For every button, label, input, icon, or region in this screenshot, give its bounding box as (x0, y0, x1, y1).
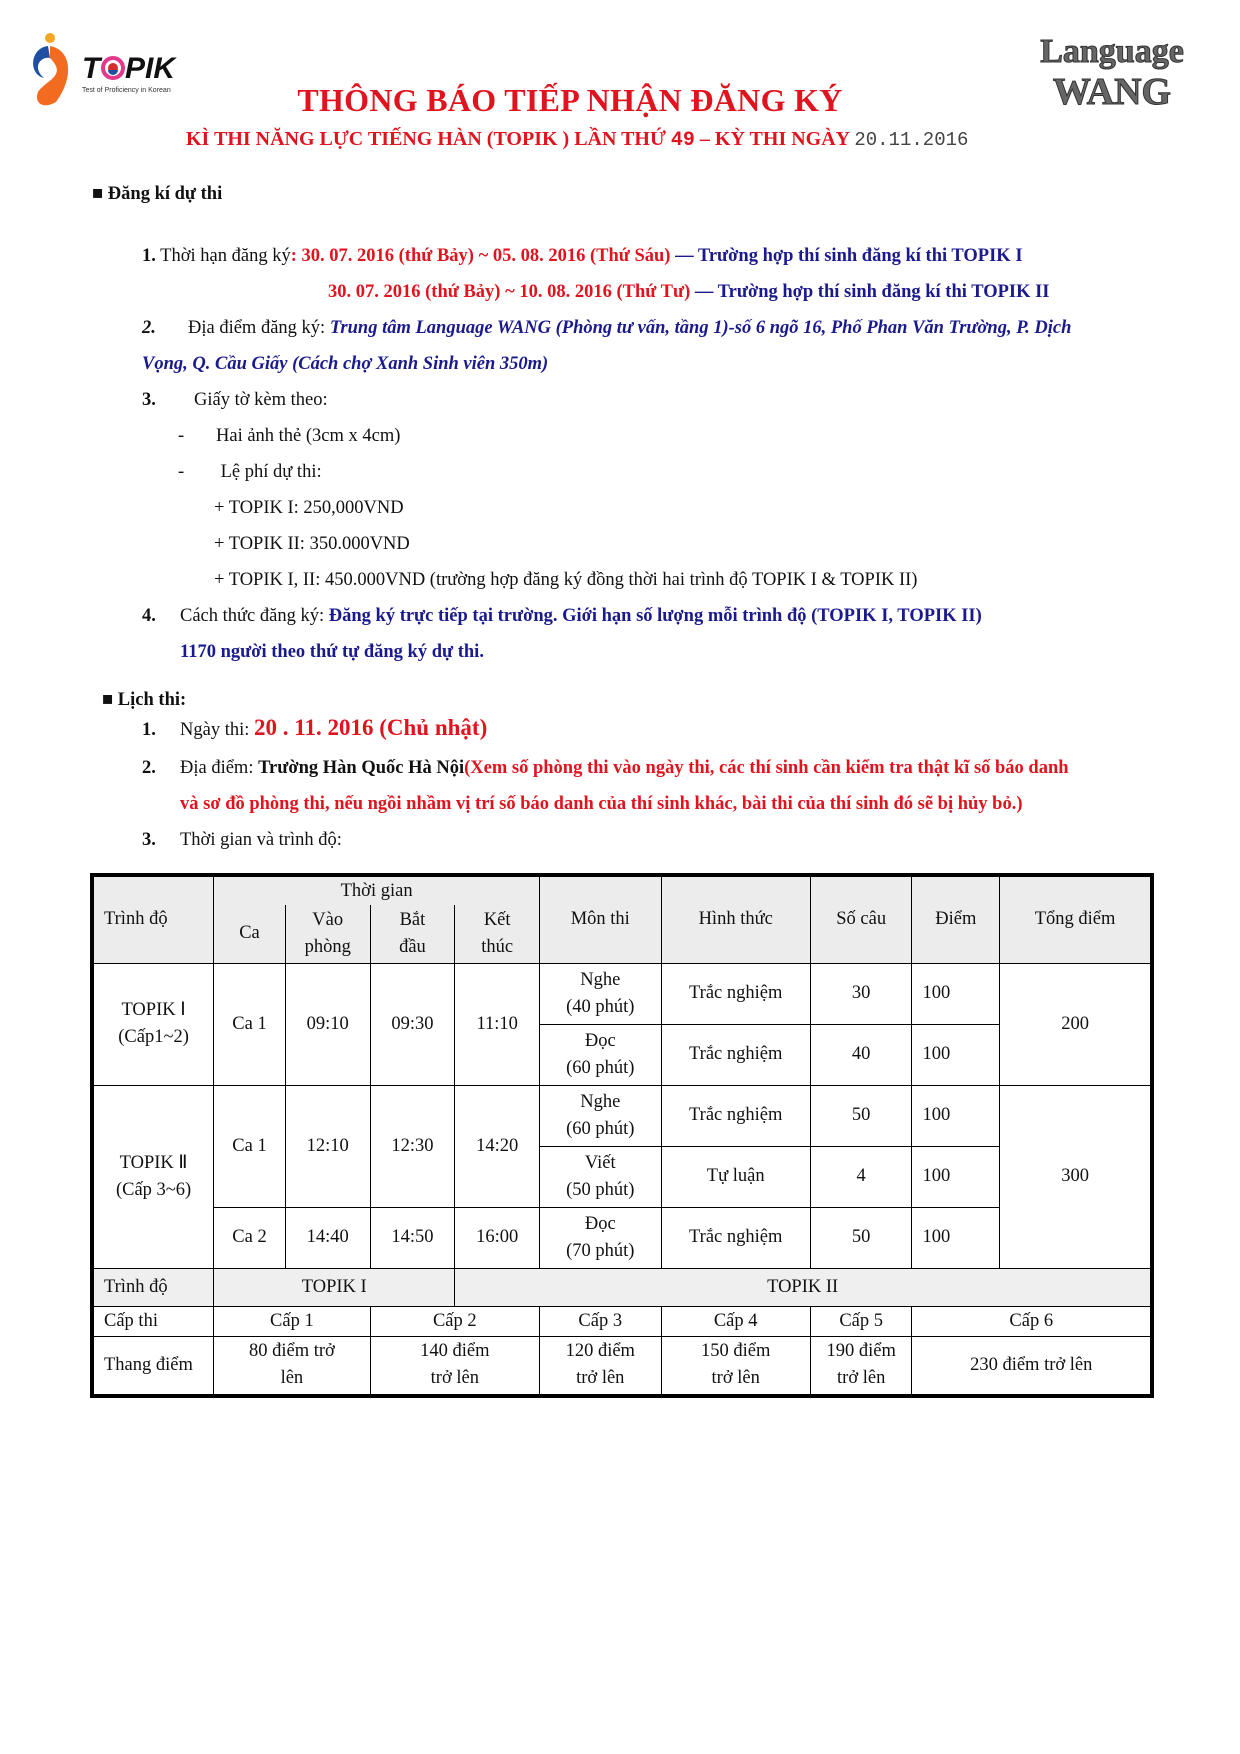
score-cell: 100 (912, 1085, 1000, 1146)
session-cell: Ca 1 (214, 963, 286, 1085)
registration-heading: ■ Đăng kí dự thi (92, 184, 223, 204)
grade-cell: Cấp 4 (661, 1306, 810, 1336)
col-header-total: Tổng điểm (1000, 875, 1152, 963)
col-header-time: Thời gian (214, 875, 540, 905)
subject-cell: Nghe (40 phút) (540, 963, 661, 1024)
format-cell: Tự luận (661, 1146, 810, 1207)
format-cell: Trắc nghiệm (661, 963, 810, 1024)
table-row (92, 1207, 1152, 1268)
venue-value: Trường Hàn Quốc Hà Nội (258, 758, 465, 778)
venue-label: Địa điểm: (180, 758, 259, 778)
time-levels-label: Thời gian và trình độ: (180, 830, 342, 850)
venue-note: (Xem số phòng thi vào ngày thi, các thí sinh cần kiểm tra thật kĩ số báo danh (464, 758, 1069, 778)
topik-logo-text: T (82, 52, 101, 85)
grade-cell: Cấp 1 (214, 1306, 370, 1336)
method-value-cont: 1170 người theo thứ tự đăng ký dự thi. (180, 642, 484, 662)
questions-cell: 30 (810, 963, 912, 1024)
end-time: 16:00 (455, 1207, 540, 1268)
questions-cell: 40 (810, 1024, 912, 1085)
format-cell: Trắc nghiệm (661, 1207, 810, 1268)
document-fee: - Lệ phí dự thi: (178, 462, 322, 482)
fee-topik1: + TOPIK I: 250,000VND (214, 498, 404, 518)
topik1-deadline: 30. 07. 2016 (thứ Bảy) ~ 05. 08. 2016 (Thứ Sáu) (301, 246, 671, 266)
score-scale-cell: 150 điểm trở lên (661, 1336, 810, 1396)
score-cell: 100 (912, 1024, 1000, 1085)
score-scale-cell: 120 điểm trở lên (540, 1336, 661, 1396)
list-number: 2. (142, 758, 156, 778)
total-cell: 200 (1000, 963, 1152, 1085)
end-time: 14:20 (455, 1085, 540, 1207)
grade-cell: Cấp 3 (540, 1306, 661, 1336)
page-subtitle (186, 128, 968, 152)
total-cell: 300 (1000, 1085, 1152, 1268)
score-scale-row (92, 1336, 1152, 1396)
wang-logo-line2: WANG (1052, 71, 1172, 113)
session-cell: Ca 1 (214, 1085, 286, 1207)
col-header-start: Bắt đầu (370, 905, 455, 963)
fee-topik-both: + TOPIK I, II: 450.000VND (trường hợp đăng ký đồng thời hai trình độ TOPIK I & TOPIK II) (214, 570, 918, 590)
grade-cell: Cấp 5 (810, 1306, 912, 1336)
questions-cell: 4 (810, 1146, 912, 1207)
entry-time: 12:10 (285, 1085, 370, 1207)
subject-cell: Nghe (60 phút) (540, 1085, 661, 1146)
table-row (92, 1085, 1152, 1146)
svg-text:Test of Proficiency in Korean: Test of Proficiency in Korean (82, 87, 171, 94)
location-item (142, 316, 1071, 340)
grade-label: Cấp thi (92, 1306, 214, 1336)
subject-cell: Viết (50 phút) (540, 1146, 661, 1207)
entry-time: 09:10 (285, 963, 370, 1085)
col-header-end: Kết thúc (455, 905, 540, 963)
level-topik1: TOPIK Ⅰ (Cấp1~2) (92, 963, 214, 1085)
score-cell: 100 (912, 1146, 1000, 1207)
time-levels-item (142, 828, 342, 852)
topik1-note: — Trường hợp thí sinh đăng kí thi TOPIK I (670, 246, 1023, 266)
deadline-label: Thời hạn đăng ký (160, 246, 291, 266)
location-value: Trung tâm Language WANG (Phòng tư vấn, tầng 1)-số 6 ngõ 16, Phố Phan Văn Trường, P. Dịch (329, 318, 1072, 338)
list-number: 4. (142, 606, 156, 626)
subtitle-text: KÌ THI NĂNG LỰC TIẾNG HÀN (TOPIK ) LẦN THỨ (186, 128, 666, 150)
table-header-row (92, 875, 1152, 905)
documents-label: Giấy tờ kèm theo: (194, 390, 328, 410)
end-time: 11:10 (455, 963, 540, 1085)
col-header-entry: Vào phòng (285, 905, 370, 963)
col-header-score: Điểm (912, 875, 1000, 963)
wang-logo-line1: Language (1040, 33, 1184, 70)
exam-date-value: 20 . 11. 2016 (Chủ nhật) (254, 715, 488, 740)
schedule-table (90, 873, 1154, 1398)
level-topik2: TOPIK Ⅱ (Cấp 3~6) (92, 1085, 214, 1268)
subtitle-text-2: – KỲ THI NGÀY (699, 128, 850, 150)
venue-note-cont: và sơ đồ phòng thi, nếu ngồi nhầm vị trí số báo danh của thí sinh khác, bài thi của thí sinh đó sẽ bị hủy bỏ.) (180, 794, 1023, 814)
col-header-level: Trình độ (92, 875, 214, 963)
topik2-deadline: 30. 07. 2016 (thứ Bảy) ~ 10. 08. 2016 (Thứ Tư) (328, 282, 691, 302)
location-label: Địa điểm đăng ký: (188, 318, 330, 338)
questions-cell: 50 (810, 1085, 912, 1146)
start-time: 12:30 (370, 1085, 455, 1207)
score-scale-cell: 190 điểm trở lên (810, 1336, 912, 1396)
session-cell: Ca 2 (214, 1207, 286, 1268)
method-label: Cách thức đăng ký: (180, 606, 329, 626)
table-row (92, 963, 1152, 1024)
score-scale-cell: 80 điểm trở lên (214, 1336, 370, 1396)
exam-round: 49 (670, 129, 695, 152)
exam-date-header: 20.11.2016 (854, 129, 969, 151)
start-time: 14:50 (370, 1207, 455, 1268)
subject-cell: Đọc (60 phút) (540, 1024, 661, 1085)
questions-cell: 50 (810, 1207, 912, 1268)
score-cell: 100 (912, 963, 1000, 1024)
col-header-questions: Số câu (810, 875, 912, 963)
exam-date-label: Ngày thi: (180, 720, 254, 740)
col-header-subject: Môn thi (540, 875, 661, 963)
start-time: 09:30 (370, 963, 455, 1085)
score-scale-cell: 230 điểm trở lên (912, 1336, 1152, 1396)
topik2-note: — Trường hợp thí sinh đăng kí thi TOPIK II (690, 282, 1050, 302)
grade-level-row (92, 1268, 1152, 1306)
list-number: 3. (142, 390, 156, 410)
location-value-cont: Vọng, Q. Cầu Giấy (Cách chợ Xanh Sinh viên 350m) (142, 354, 549, 374)
fee-topik2: + TOPIK II: 350.000VND (214, 534, 410, 554)
deadline-item: 1. Thời hạn đăng ký: 30. 07. 2016 (thứ Bảy) ~ 05. 08. 2016 (Thứ Sáu) — Trường hợp thí sinh đăng kí thi TOPIK I (142, 246, 1023, 266)
subject-cell: Đọc (70 phút) (540, 1207, 661, 1268)
grade-level-topik1: TOPIK I (214, 1268, 455, 1306)
method-item (142, 604, 982, 628)
list-number: 2. (142, 318, 156, 338)
score-scale-label: Thang điểm (92, 1336, 214, 1396)
page-title: THÔNG BÁO TIẾP NHẬN ĐĂNG KÝ (297, 82, 843, 118)
score-scale-cell: 140 điểm trở lên (370, 1336, 539, 1396)
grade-level-label: Trình độ (92, 1268, 214, 1306)
grade-row (92, 1306, 1152, 1336)
format-cell: Trắc nghiệm (661, 1024, 810, 1085)
col-header-format: Hình thức (661, 875, 810, 963)
method-value: Đăng ký trực tiếp tại trường. Giới hạn số lượng mỗi trình độ (TOPIK I, TOPIK II) (328, 606, 982, 626)
col-header-session: Ca (214, 905, 286, 963)
list-number: 1. (142, 720, 156, 740)
venue-item (142, 756, 1069, 780)
grade-cell: Cấp 6 (912, 1306, 1152, 1336)
grade-level-topik2: TOPIK II (455, 1268, 1152, 1306)
schedule-heading: ■ Lịch thi: (102, 690, 187, 710)
document-photo: - Hai ảnh thẻ (3cm x 4cm) (178, 426, 401, 446)
documents-item (142, 388, 328, 412)
deadline-item-2 (328, 280, 1050, 304)
grade-cell: Cấp 2 (370, 1306, 539, 1336)
list-number: 1. (142, 246, 156, 266)
exam-date-item (142, 716, 487, 742)
score-cell: 100 (912, 1207, 1000, 1268)
entry-time: 14:40 (285, 1207, 370, 1268)
format-cell: Trắc nghiệm (661, 1085, 810, 1146)
list-number: 3. (142, 830, 156, 850)
svg-text:PIK: PIK (125, 52, 176, 85)
